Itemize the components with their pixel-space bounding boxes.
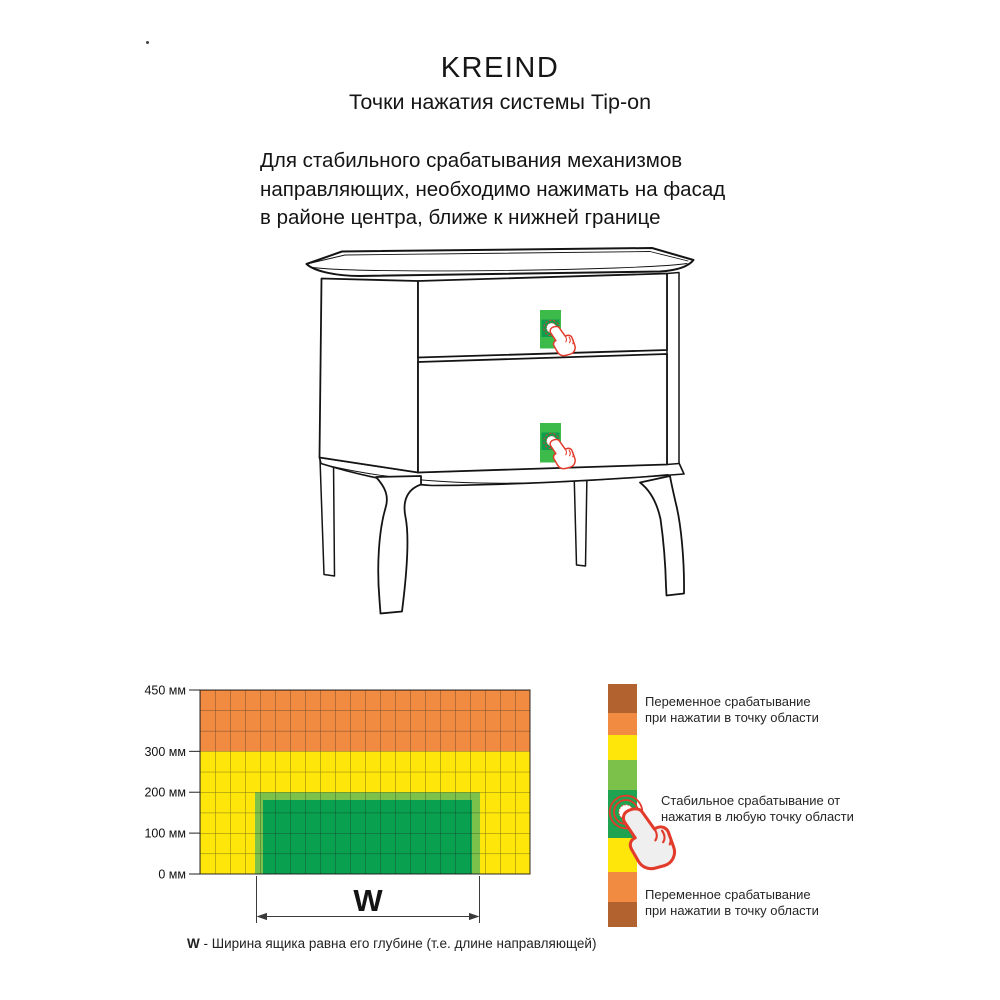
legend-line: Стабильное срабатывание от <box>661 793 841 808</box>
tick-label-450: 450 мм <box>144 683 186 698</box>
tick-label-100: 100 мм <box>144 826 186 841</box>
tabletop <box>307 248 694 276</box>
caption-bold-w: W <box>187 936 200 951</box>
legend-strip-lightgreen <box>608 760 637 790</box>
chart-caption <box>187 936 596 951</box>
side-panel-left <box>320 279 419 473</box>
page-subtitle: Точки нажатия системы Tip-on <box>348 90 652 114</box>
intro-line-1: Для стабильного срабатывания механизмов <box>260 149 683 172</box>
arrowhead-left-icon <box>257 913 268 920</box>
legend-strip-orange-bottom <box>608 872 637 902</box>
tick-label-0: 0 мм <box>158 867 186 882</box>
y-axis-ticks <box>189 690 200 874</box>
legend-item-variable-bottom <box>645 887 819 918</box>
intro-paragraph <box>260 147 725 233</box>
side-panel-right <box>667 273 679 465</box>
leg-front-left <box>376 476 421 614</box>
legend-strip-brown-top <box>608 684 637 713</box>
nightstand-illustration <box>290 240 710 635</box>
intro-line-3: в районе центра, ближе к нижней границе <box>260 206 661 229</box>
leg-back-right <box>574 470 587 566</box>
y-axis-labels <box>144 684 186 882</box>
legend-strip-brown-bottom <box>608 902 637 927</box>
press-zone-chart <box>140 678 630 968</box>
legend-line: Переменное срабатывание <box>645 887 811 902</box>
caption-text: - Ширина ящика равна его глубине (т.е. длине направляющей) <box>199 936 597 951</box>
leg-back-left <box>320 459 335 576</box>
legend-line: при нажатии в точку области <box>645 902 819 918</box>
legend-line: Переменное срабатывание <box>645 694 811 709</box>
width-dimension-label: W <box>353 883 383 918</box>
leg-front-right <box>640 476 684 596</box>
legend-strip-yellow-top <box>608 735 637 760</box>
brand-title: KREIND <box>440 52 560 84</box>
legend-strip-orange-top <box>608 713 637 735</box>
intro-line-2: направляющих, необходимо нажимать на фасад <box>260 177 726 201</box>
tick-label-200: 200 мм <box>144 785 186 800</box>
legend-item-variable-top <box>645 694 819 725</box>
legend-line: при нажатии в точку области <box>645 709 819 725</box>
stray-dot <box>146 41 149 44</box>
legend-line: нажатия в любую точку области <box>661 808 854 824</box>
grid-lines <box>200 690 530 874</box>
arrowhead-right-icon <box>469 913 480 920</box>
tick-label-300: 300 мм <box>144 744 186 759</box>
legend-item-stable <box>661 793 854 824</box>
